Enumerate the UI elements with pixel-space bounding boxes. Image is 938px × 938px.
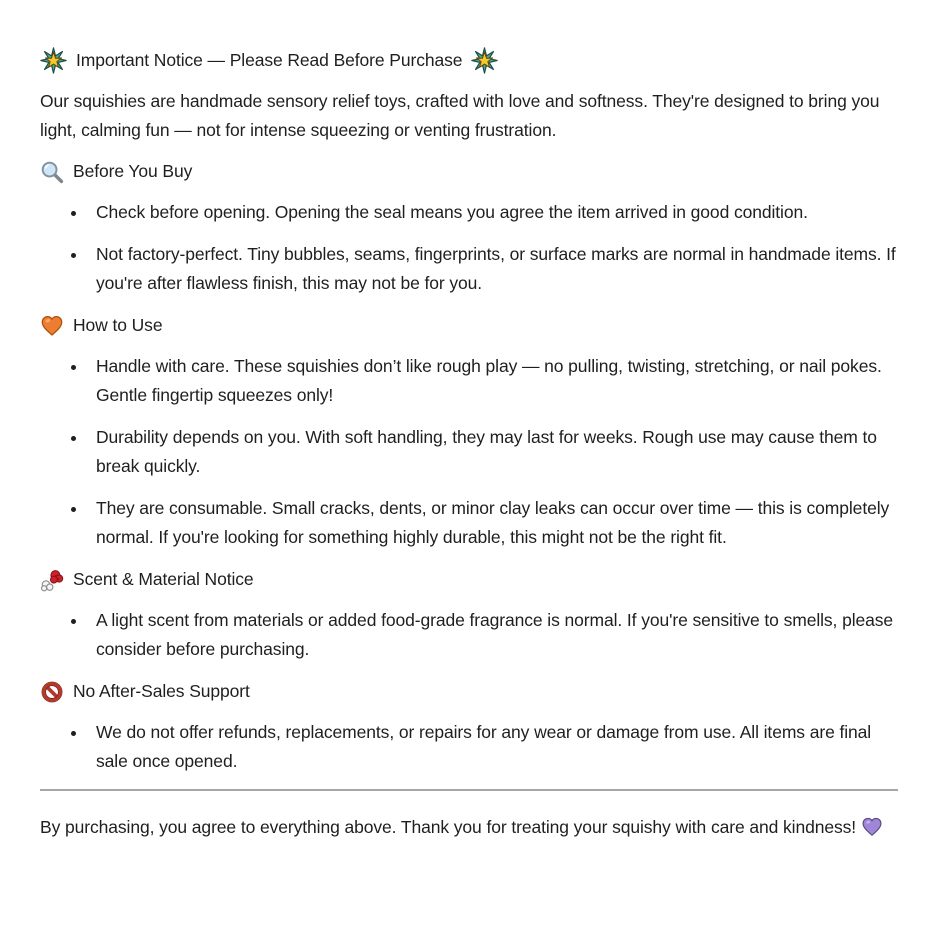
orange-heart-icon <box>40 314 64 338</box>
magnifying-glass-icon <box>40 160 64 184</box>
bullet-item: Handle with care. These squishies don’t like rough play — no pulling, twisting, stretching, or nail pokes. Gentle fingertip squeezes only! <box>40 352 898 410</box>
purple-heart-icon <box>861 816 883 838</box>
bullet-item: Check before opening. Opening the seal means you agree the item arrived in good condition. <box>40 198 898 227</box>
section-heading <box>40 677 898 706</box>
section-heading <box>40 565 898 594</box>
section-scent-material <box>40 565 898 664</box>
bullet-item: Not factory-perfect. Tiny bubbles, seams, fingerprints, or surface marks are normal in handmade items. If you're after flawless finish, this may not be for you. <box>40 240 898 298</box>
bullet-item: We do not offer refunds, replacements, or repairs for any wear or damage from use. All items are final sale once opened. <box>40 718 898 776</box>
bullet-list <box>40 352 898 552</box>
sparkle-star-icon <box>40 47 67 74</box>
sparkle-star-icon <box>471 47 498 74</box>
bullet-item: They are consumable. Small cracks, dents, or minor clay leaks can occur over time — this is completely normal. If you're looking for something highly durable, this might not be the right fit. <box>40 494 898 552</box>
section-heading-text: How to Use <box>73 315 163 335</box>
section-heading <box>40 157 898 186</box>
section-before-you-buy <box>40 157 898 298</box>
section-heading-text: Before You Buy <box>73 161 193 181</box>
section-heading <box>40 311 898 340</box>
bullet-list <box>40 718 898 776</box>
prohibited-icon <box>40 680 64 704</box>
footer-note-text: By purchasing, you agree to everything above. Thank you for treating your squishy with care and kindness! <box>40 817 857 837</box>
section-how-to-use <box>40 311 898 552</box>
bullet-list <box>40 606 898 664</box>
section-no-after-sales <box>40 677 898 776</box>
page-title-text: Important Notice — Please Read Before Purchase <box>76 50 463 70</box>
divider <box>40 789 898 791</box>
scent-flower-icon <box>40 568 64 592</box>
footer-note <box>40 813 898 842</box>
section-heading-text: No After-Sales Support <box>73 681 250 701</box>
bullet-list <box>40 198 898 298</box>
bullet-item: A light scent from materials or added food-grade fragrance is normal. If you're sensitive to smells, please consider before purchasing. <box>40 606 898 664</box>
page-title <box>40 46 898 75</box>
intro-paragraph: Our squishies are handmade sensory relief toys, crafted with love and softness. They're designed to bring you light, calming fun — not for intense squeezing or venting frustration. <box>40 91 880 140</box>
bullet-item: Durability depends on you. With soft handling, they may last for weeks. Rough use may cause them to break quickly. <box>40 423 898 481</box>
section-heading-text: Scent & Material Notice <box>73 569 254 589</box>
